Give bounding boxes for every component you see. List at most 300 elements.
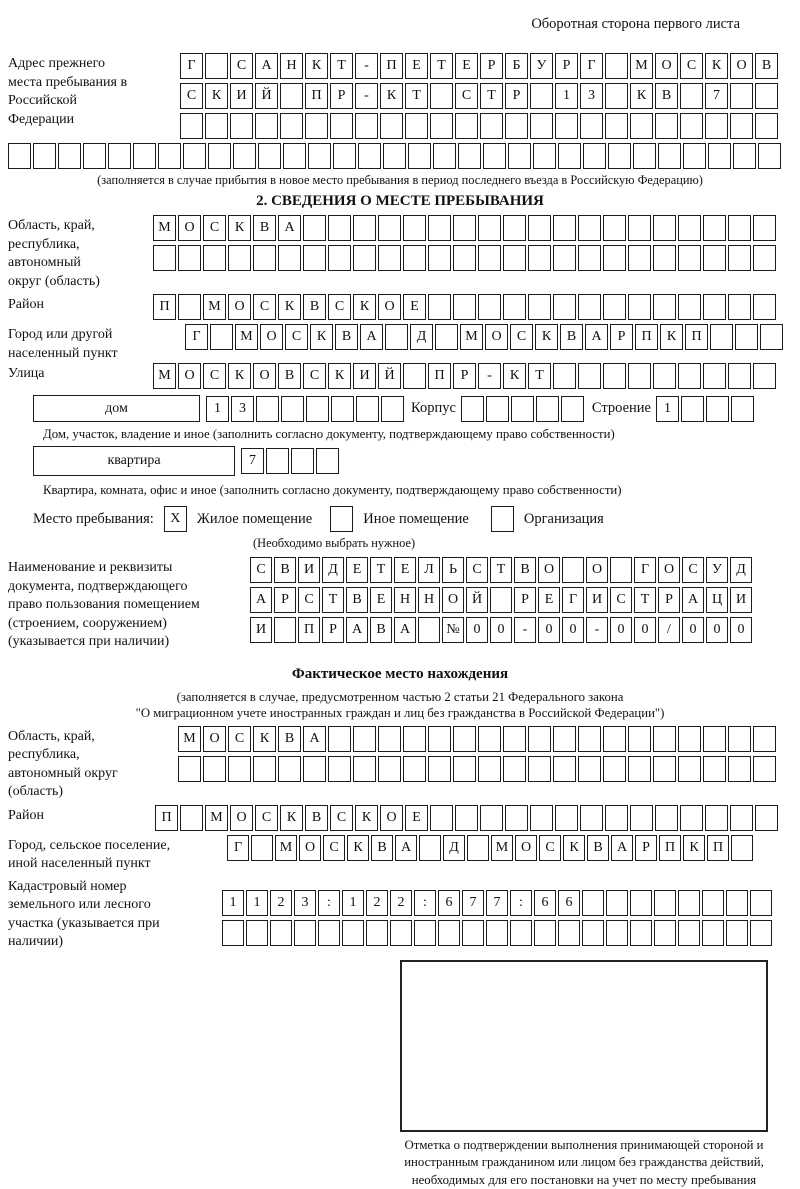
char-cell[interactable] (582, 920, 604, 946)
char-cell[interactable]: И (250, 617, 272, 643)
char-cell[interactable] (328, 245, 351, 271)
char-cell[interactable] (730, 83, 753, 109)
char-cell[interactable]: П (380, 53, 403, 79)
char-cell[interactable] (480, 805, 503, 831)
char-cell[interactable]: В (346, 587, 368, 613)
char-cell[interactable] (33, 143, 56, 169)
char-cell[interactable] (378, 756, 401, 782)
char-cell[interactable] (555, 805, 578, 831)
char-cell[interactable]: Р (658, 587, 680, 613)
char-cell[interactable] (228, 756, 251, 782)
char-cell[interactable] (610, 557, 632, 583)
char-cell[interactable]: Е (405, 53, 428, 79)
char-cell[interactable] (183, 143, 206, 169)
char-cell[interactable]: К (683, 835, 705, 861)
char-cell[interactable]: И (353, 363, 376, 389)
char-cell[interactable]: О (586, 557, 608, 583)
char-cell[interactable]: С (203, 363, 226, 389)
prev-address-row-3[interactable] (180, 113, 778, 139)
char-cell[interactable]: 3 (294, 890, 316, 916)
char-cell[interactable]: Р (453, 363, 476, 389)
char-cell[interactable] (630, 890, 652, 916)
char-cell[interactable]: Т (490, 557, 512, 583)
char-cell[interactable]: 3 (231, 396, 254, 422)
char-cell[interactable] (462, 920, 484, 946)
char-cell[interactable] (266, 448, 289, 474)
char-cell[interactable]: О (253, 363, 276, 389)
char-cell[interactable]: М (205, 805, 228, 831)
char-cell[interactable]: № (442, 617, 464, 643)
char-cell[interactable]: Й (378, 363, 401, 389)
char-cell[interactable]: С (328, 294, 351, 320)
char-cell[interactable] (355, 113, 378, 139)
char-cell[interactable]: Г (180, 53, 203, 79)
char-cell[interactable]: О (230, 805, 253, 831)
char-cell[interactable]: К (228, 215, 251, 241)
char-cell[interactable] (503, 756, 526, 782)
char-cell[interactable] (428, 756, 451, 782)
char-cell[interactable] (356, 396, 379, 422)
char-cell[interactable]: 0 (562, 617, 584, 643)
s2-oblast-row-2[interactable] (153, 245, 776, 271)
char-cell[interactable] (628, 245, 651, 271)
char-cell[interactable]: Т (430, 53, 453, 79)
char-cell[interactable] (730, 805, 753, 831)
char-cell[interactable] (605, 113, 628, 139)
char-cell[interactable] (281, 396, 304, 422)
char-cell[interactable] (205, 113, 228, 139)
char-cell[interactable] (731, 835, 753, 861)
fact-kadastr-row-2[interactable] (222, 920, 772, 946)
char-cell[interactable] (603, 294, 626, 320)
char-cell[interactable] (203, 245, 226, 271)
char-cell[interactable]: Е (370, 587, 392, 613)
char-cell[interactable] (180, 805, 203, 831)
char-cell[interactable]: 7 (241, 448, 264, 474)
char-cell[interactable]: О (730, 53, 753, 79)
korpus-cells[interactable] (461, 396, 584, 422)
char-cell[interactable] (633, 143, 656, 169)
char-cell[interactable] (486, 920, 508, 946)
char-cell[interactable] (703, 756, 726, 782)
char-cell[interactable] (228, 245, 251, 271)
char-cell[interactable]: К (305, 53, 328, 79)
char-cell[interactable]: С (203, 215, 226, 241)
char-cell[interactable]: В (560, 324, 583, 350)
char-cell[interactable]: И (586, 587, 608, 613)
char-cell[interactable]: 0 (490, 617, 512, 643)
char-cell[interactable] (419, 835, 441, 861)
char-cell[interactable]: О (380, 805, 403, 831)
char-cell[interactable]: 1 (342, 890, 364, 916)
char-cell[interactable] (280, 83, 303, 109)
char-cell[interactable]: 1 (656, 396, 679, 422)
char-cell[interactable] (328, 756, 351, 782)
char-cell[interactable]: Г (580, 53, 603, 79)
char-cell[interactable]: Г (227, 835, 249, 861)
char-cell[interactable] (306, 396, 329, 422)
char-cell[interactable] (330, 113, 353, 139)
char-cell[interactable]: К (535, 324, 558, 350)
char-cell[interactable]: 0 (466, 617, 488, 643)
char-cell[interactable] (678, 363, 701, 389)
char-cell[interactable] (458, 143, 481, 169)
char-cell[interactable] (553, 756, 576, 782)
char-cell[interactable]: Ц (706, 587, 728, 613)
char-cell[interactable] (233, 143, 256, 169)
char-cell[interactable] (528, 294, 551, 320)
char-cell[interactable] (178, 294, 201, 320)
char-cell[interactable] (505, 113, 528, 139)
char-cell[interactable]: О (442, 587, 464, 613)
char-cell[interactable]: С (255, 805, 278, 831)
char-cell[interactable] (210, 324, 233, 350)
char-cell[interactable] (578, 294, 601, 320)
char-cell[interactable]: К (503, 363, 526, 389)
char-cell[interactable] (461, 396, 484, 422)
char-cell[interactable] (678, 756, 701, 782)
char-cell[interactable]: А (250, 587, 272, 613)
char-cell[interactable] (755, 113, 778, 139)
char-cell[interactable] (435, 324, 458, 350)
char-cell[interactable]: О (658, 557, 680, 583)
char-cell[interactable] (678, 890, 700, 916)
char-cell[interactable] (562, 557, 584, 583)
char-cell[interactable]: В (253, 215, 276, 241)
char-cell[interactable]: К (278, 294, 301, 320)
char-cell[interactable] (582, 890, 604, 916)
char-cell[interactable] (605, 805, 628, 831)
char-cell[interactable] (378, 215, 401, 241)
char-cell[interactable] (534, 920, 556, 946)
char-cell[interactable] (578, 215, 601, 241)
char-cell[interactable]: Т (370, 557, 392, 583)
char-cell[interactable]: В (335, 324, 358, 350)
char-cell[interactable] (683, 143, 706, 169)
char-cell[interactable] (733, 143, 756, 169)
char-cell[interactable] (478, 756, 501, 782)
s2-ulitsa-row[interactable] (153, 363, 776, 389)
char-cell[interactable]: П (298, 617, 320, 643)
char-cell[interactable]: А (611, 835, 633, 861)
char-cell[interactable] (408, 143, 431, 169)
char-cell[interactable] (653, 756, 676, 782)
char-cell[interactable] (328, 726, 351, 752)
char-cell[interactable] (274, 617, 296, 643)
char-cell[interactable] (578, 726, 601, 752)
char-cell[interactable]: А (278, 215, 301, 241)
char-cell[interactable]: М (235, 324, 258, 350)
fact-oblast-row-1[interactable] (178, 726, 776, 752)
char-cell[interactable] (533, 143, 556, 169)
char-cell[interactable] (153, 245, 176, 271)
s2-gorod-row[interactable] (185, 324, 783, 350)
char-cell[interactable]: Р (555, 53, 578, 79)
char-cell[interactable]: 3 (580, 83, 603, 109)
char-cell[interactable] (455, 805, 478, 831)
char-cell[interactable] (294, 920, 316, 946)
char-cell[interactable]: В (370, 617, 392, 643)
char-cell[interactable] (680, 805, 703, 831)
char-cell[interactable] (428, 215, 451, 241)
char-cell[interactable]: - (355, 53, 378, 79)
char-cell[interactable]: А (682, 587, 704, 613)
prev-address-row-2[interactable] (180, 83, 778, 109)
char-cell[interactable]: Е (346, 557, 368, 583)
char-cell[interactable]: У (706, 557, 728, 583)
char-cell[interactable]: В (655, 83, 678, 109)
char-cell[interactable] (511, 396, 534, 422)
char-cell[interactable]: О (485, 324, 508, 350)
char-cell[interactable] (580, 113, 603, 139)
char-cell[interactable]: 7 (462, 890, 484, 916)
char-cell[interactable]: Н (418, 587, 440, 613)
char-cell[interactable]: Д (730, 557, 752, 583)
doc-row-3[interactable] (250, 617, 752, 643)
char-cell[interactable]: Т (405, 83, 428, 109)
char-cell[interactable]: Е (403, 294, 426, 320)
char-cell[interactable]: И (730, 587, 752, 613)
char-cell[interactable] (760, 324, 783, 350)
char-cell[interactable]: А (346, 617, 368, 643)
char-cell[interactable] (726, 920, 748, 946)
char-cell[interactable]: П (635, 324, 658, 350)
kvartira-cells[interactable] (241, 448, 339, 474)
char-cell[interactable] (428, 294, 451, 320)
char-cell[interactable] (580, 805, 603, 831)
char-cell[interactable] (753, 215, 776, 241)
char-cell[interactable] (358, 143, 381, 169)
char-cell[interactable]: А (394, 617, 416, 643)
char-cell[interactable]: К (228, 363, 251, 389)
char-cell[interactable] (703, 215, 726, 241)
fact-oblast-row-2[interactable] (178, 756, 776, 782)
char-cell[interactable] (528, 726, 551, 752)
char-cell[interactable] (270, 920, 292, 946)
char-cell[interactable] (703, 726, 726, 752)
char-cell[interactable] (530, 805, 553, 831)
s2-oblast-row-1[interactable] (153, 215, 776, 241)
char-cell[interactable]: М (153, 215, 176, 241)
char-cell[interactable]: : (510, 890, 532, 916)
char-cell[interactable]: 1 (222, 890, 244, 916)
char-cell[interactable] (258, 143, 281, 169)
char-cell[interactable] (353, 726, 376, 752)
char-cell[interactable] (108, 143, 131, 169)
char-cell[interactable] (678, 245, 701, 271)
char-cell[interactable]: 2 (366, 890, 388, 916)
char-cell[interactable]: Л (418, 557, 440, 583)
char-cell[interactable] (255, 113, 278, 139)
char-cell[interactable] (378, 245, 401, 271)
char-cell[interactable]: С (250, 557, 272, 583)
char-cell[interactable] (530, 113, 553, 139)
char-cell[interactable]: Т (528, 363, 551, 389)
char-cell[interactable] (630, 805, 653, 831)
char-cell[interactable]: А (303, 726, 326, 752)
char-cell[interactable]: 1 (246, 890, 268, 916)
char-cell[interactable]: Р (514, 587, 536, 613)
char-cell[interactable] (490, 587, 512, 613)
char-cell[interactable]: К (563, 835, 585, 861)
char-cell[interactable] (328, 215, 351, 241)
char-cell[interactable] (603, 245, 626, 271)
char-cell[interactable]: Р (505, 83, 528, 109)
char-cell[interactable]: С (680, 53, 703, 79)
char-cell[interactable]: О (228, 294, 251, 320)
char-cell[interactable]: К (660, 324, 683, 350)
char-cell[interactable] (702, 920, 724, 946)
char-cell[interactable]: О (515, 835, 537, 861)
char-cell[interactable] (333, 143, 356, 169)
char-cell[interactable] (680, 113, 703, 139)
char-cell[interactable]: 6 (438, 890, 460, 916)
char-cell[interactable]: С (180, 83, 203, 109)
char-cell[interactable]: 6 (534, 890, 556, 916)
char-cell[interactable] (728, 363, 751, 389)
char-cell[interactable] (342, 920, 364, 946)
char-cell[interactable]: 2 (270, 890, 292, 916)
char-cell[interactable] (553, 726, 576, 752)
char-cell[interactable] (653, 726, 676, 752)
char-cell[interactable] (353, 215, 376, 241)
char-cell[interactable]: С (323, 835, 345, 861)
char-cell[interactable] (256, 396, 279, 422)
prev-address-row-1[interactable] (180, 53, 778, 79)
char-cell[interactable] (706, 396, 729, 422)
char-cell[interactable] (305, 113, 328, 139)
char-cell[interactable] (728, 294, 751, 320)
char-cell[interactable] (750, 890, 772, 916)
fact-raion-row[interactable] (155, 805, 778, 831)
char-cell[interactable]: Д (322, 557, 344, 583)
char-cell[interactable]: М (460, 324, 483, 350)
char-cell[interactable] (180, 113, 203, 139)
char-cell[interactable] (755, 805, 778, 831)
char-cell[interactable]: П (153, 294, 176, 320)
char-cell[interactable] (178, 756, 201, 782)
doc-row-2[interactable] (250, 587, 752, 613)
char-cell[interactable]: К (347, 835, 369, 861)
char-cell[interactable]: К (630, 83, 653, 109)
char-cell[interactable]: В (274, 557, 296, 583)
char-cell[interactable]: 0 (730, 617, 752, 643)
char-cell[interactable]: М (275, 835, 297, 861)
char-cell[interactable]: Р (635, 835, 657, 861)
char-cell[interactable]: И (230, 83, 253, 109)
char-cell[interactable]: У (530, 53, 553, 79)
char-cell[interactable]: Г (562, 587, 584, 613)
char-cell[interactable] (728, 245, 751, 271)
char-cell[interactable] (654, 890, 676, 916)
char-cell[interactable] (486, 396, 509, 422)
char-cell[interactable]: М (153, 363, 176, 389)
char-cell[interactable]: П (305, 83, 328, 109)
char-cell[interactable] (726, 890, 748, 916)
char-cell[interactable]: 1 (555, 83, 578, 109)
char-cell[interactable]: - (586, 617, 608, 643)
char-cell[interactable] (303, 245, 326, 271)
char-cell[interactable] (83, 143, 106, 169)
char-cell[interactable] (561, 396, 584, 422)
char-cell[interactable] (728, 215, 751, 241)
char-cell[interactable] (578, 363, 601, 389)
char-cell[interactable] (578, 245, 601, 271)
char-cell[interactable] (703, 294, 726, 320)
char-cell[interactable]: Е (394, 557, 416, 583)
char-cell[interactable] (678, 215, 701, 241)
char-cell[interactable] (8, 143, 31, 169)
char-cell[interactable] (553, 294, 576, 320)
char-cell[interactable] (728, 756, 751, 782)
char-cell[interactable]: С (285, 324, 308, 350)
char-cell[interactable]: К (353, 294, 376, 320)
char-cell[interactable] (658, 143, 681, 169)
char-cell[interactable]: В (371, 835, 393, 861)
char-cell[interactable] (558, 143, 581, 169)
char-cell[interactable]: О (260, 324, 283, 350)
char-cell[interactable] (133, 143, 156, 169)
char-cell[interactable]: К (355, 805, 378, 831)
char-cell[interactable] (278, 756, 301, 782)
char-cell[interactable]: 7 (486, 890, 508, 916)
char-cell[interactable] (608, 143, 631, 169)
char-cell[interactable]: С (682, 557, 704, 583)
char-cell[interactable] (403, 756, 426, 782)
char-cell[interactable] (678, 726, 701, 752)
char-cell[interactable] (230, 113, 253, 139)
char-cell[interactable] (655, 113, 678, 139)
char-cell[interactable]: К (310, 324, 333, 350)
char-cell[interactable]: К (705, 53, 728, 79)
char-cell[interactable] (503, 245, 526, 271)
char-cell[interactable] (303, 215, 326, 241)
char-cell[interactable]: - (355, 83, 378, 109)
char-cell[interactable]: С (466, 557, 488, 583)
char-cell[interactable]: А (585, 324, 608, 350)
char-cell[interactable] (478, 245, 501, 271)
char-cell[interactable]: В (755, 53, 778, 79)
char-cell[interactable] (678, 920, 700, 946)
char-cell[interactable]: Н (394, 587, 416, 613)
char-cell[interactable] (708, 143, 731, 169)
char-cell[interactable] (735, 324, 758, 350)
char-cell[interactable] (553, 363, 576, 389)
stroenie-cells[interactable] (656, 396, 754, 422)
char-cell[interactable] (681, 396, 704, 422)
char-cell[interactable] (510, 920, 532, 946)
char-cell[interactable] (703, 363, 726, 389)
char-cell[interactable]: С (303, 363, 326, 389)
char-cell[interactable] (278, 245, 301, 271)
char-cell[interactable]: Е (405, 805, 428, 831)
char-cell[interactable] (58, 143, 81, 169)
char-cell[interactable]: М (178, 726, 201, 752)
char-cell[interactable] (453, 756, 476, 782)
char-cell[interactable] (303, 756, 326, 782)
char-cell[interactable] (555, 113, 578, 139)
char-cell[interactable]: С (228, 726, 251, 752)
char-cell[interactable] (505, 805, 528, 831)
char-cell[interactable] (378, 726, 401, 752)
char-cell[interactable]: П (707, 835, 729, 861)
char-cell[interactable]: 1 (206, 396, 229, 422)
char-cell[interactable] (606, 890, 628, 916)
char-cell[interactable] (654, 920, 676, 946)
char-cell[interactable] (403, 363, 426, 389)
checkbox-zhiloe-pomeshchenie[interactable]: X (164, 506, 187, 532)
char-cell[interactable] (705, 805, 728, 831)
